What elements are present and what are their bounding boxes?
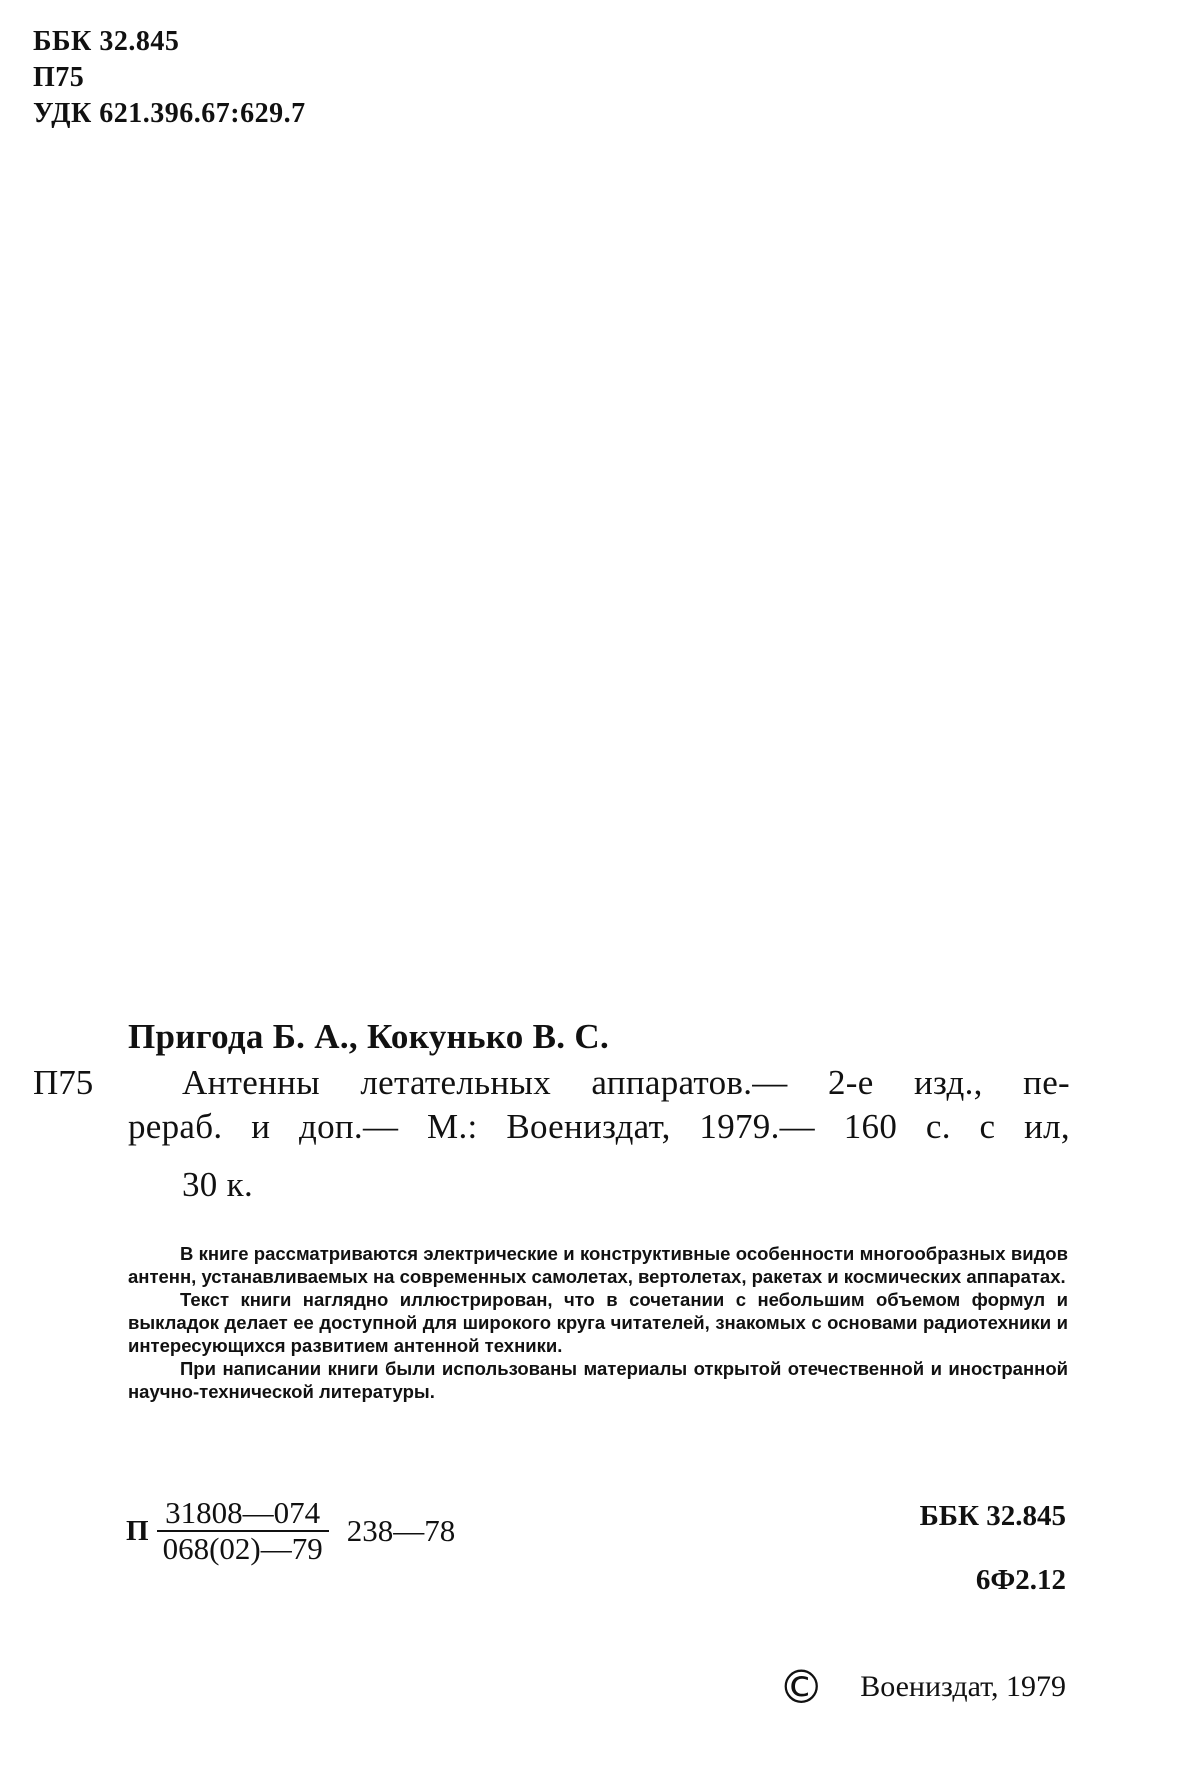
abstract-paragraph: В книге рассматриваются электрические и конструктивные особенности многообразных видов антенн, устанавливаемых на современных самолетах, вертолетах, ракетах и космических аппаратах. xyxy=(128,1243,1068,1287)
copyright-line xyxy=(778,1660,1066,1714)
author-sign-code: П75 xyxy=(33,62,85,93)
index-fraction-block xyxy=(126,1496,455,1566)
copyright-text: Воениздат, 1979 xyxy=(860,1670,1066,1703)
copyright-symbol: © xyxy=(778,1660,825,1714)
abstract-paragraph: При написании книги были использованы материалы открытой отечественной и иностранной научно-технической литературы. xyxy=(128,1358,1068,1402)
subcode: 6Ф2.12 xyxy=(975,1564,1066,1596)
fraction-denominator: 068(02)—79 xyxy=(162,1531,323,1566)
authors-heading: Пригода Б. А., Кокунько В. С. xyxy=(128,1017,609,1056)
bbk-code: ББК 32.845 xyxy=(33,26,180,57)
bib-line-2: рераб. и доп.— М.: Воениздат, 1979.— 160 с. с ил, xyxy=(128,1107,1070,1146)
index-fraction xyxy=(157,1496,329,1566)
udk-code: УДК 621.396.67:629.7 xyxy=(33,98,306,129)
bib-line-1: Антенны летательных аппаратов.— 2-е изд., пе- xyxy=(182,1063,1070,1102)
abstract xyxy=(128,1242,1068,1403)
index-letter: П xyxy=(126,1514,149,1547)
top-codes xyxy=(33,24,306,132)
fraction-numerator: 31808—074 xyxy=(157,1496,329,1532)
card-code: П75 xyxy=(33,1063,94,1102)
index-number: 238—78 xyxy=(346,1513,456,1548)
abstract-paragraph: Текст книги наглядно иллюстрирован, что в сочетании с небольшим объемом формул и выкладок делает ее доступной для широкого круга читателей, знакомых с основами радиотехники и интересующихся развитием антенной техники. xyxy=(128,1289,1068,1356)
price: 30 к. xyxy=(182,1165,254,1204)
bbk-code-bottom: ББК 32.845 xyxy=(919,1500,1066,1532)
